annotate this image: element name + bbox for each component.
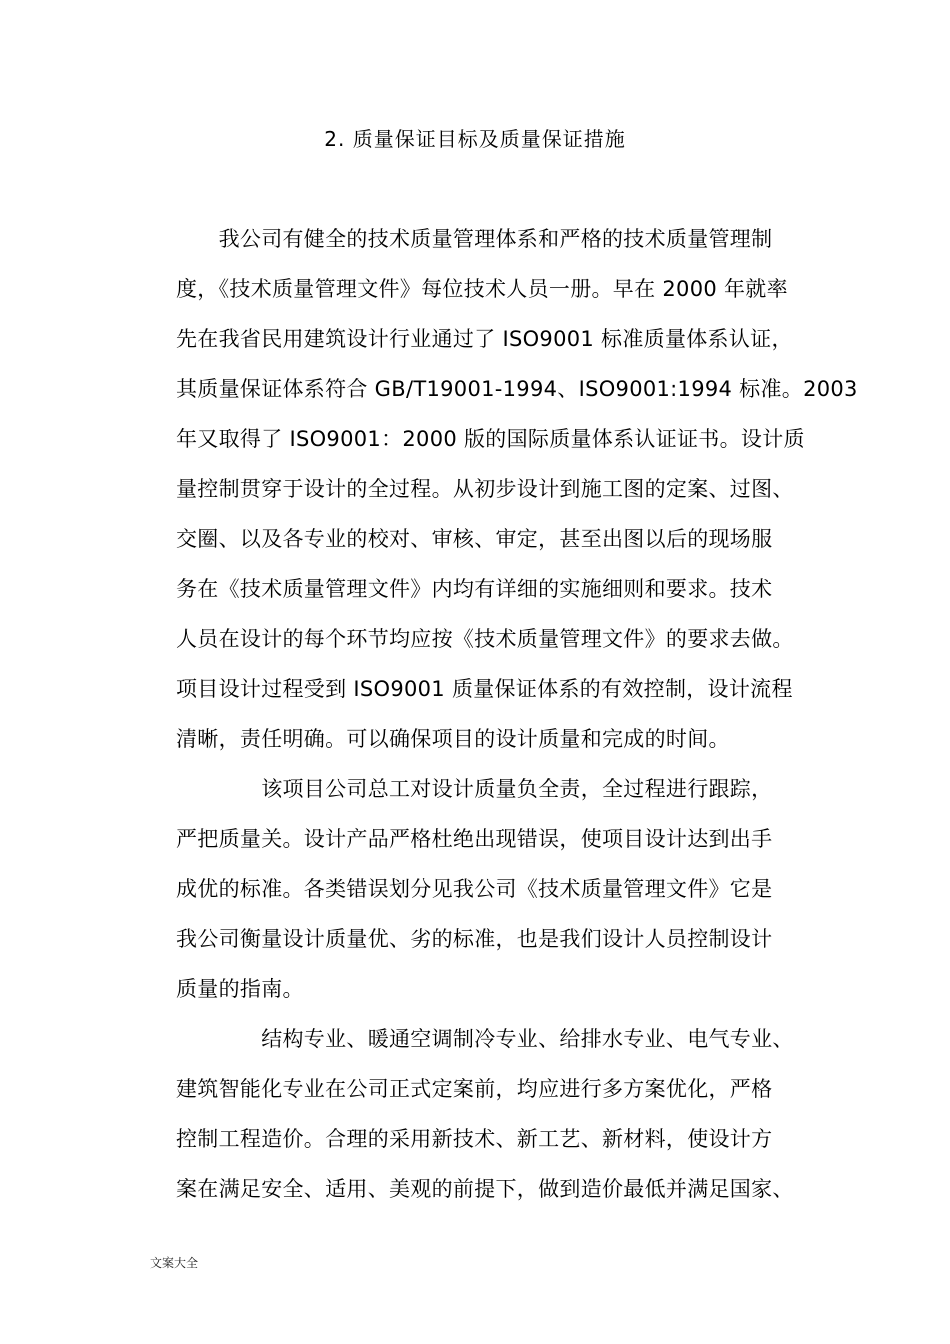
text-line: 量控制贯穿于设计的全过程。从初步设计到施工图的定案、过图、: [176, 477, 794, 501]
text-line: 严把质量关。设计产品严格杜绝出现错误，使项目设计达到出手: [176, 827, 773, 851]
text-line: 度，《技术质量管理文件》每位技术人员一册。早在 2000 年就率: [176, 277, 788, 301]
text-line: 其质量保证体系符合 GB/T19001-1994、ISO9001:1994 标准。2003: [176, 377, 858, 401]
text-line: 务在《技术质量管理文件》内均有详细的实施细则和要求。技术: [176, 577, 773, 601]
text-line: 清晰，责任明确。可以确保项目的设计质量和完成的时间。: [176, 727, 730, 751]
text-line: 案在满足安全、适用、美观的前提下，做到造价最低并满足国家、: [176, 1177, 794, 1201]
text-line: 建筑智能化专业在公司正式定案前，均应进行多方案优化，严格: [176, 1077, 773, 1101]
text-line: 我公司衡量设计质量优、劣的标准，也是我们设计人员控制设计: [176, 927, 773, 951]
text-line: 先在我省民用建筑设计行业通过了 ISO9001 标准质量体系认证，: [176, 327, 793, 351]
text-line: 人员在设计的每个环节均应按《技术质量管理文件》的要求去做。: [176, 627, 794, 651]
text-line: 年又取得了 ISO9001：2000 版的国际质量体系认证证书。设计质: [176, 427, 805, 451]
section-title: 2. 质量保证目标及质量保证措施: [324, 127, 626, 151]
footer-mark: 文案大全: [150, 1256, 199, 1270]
text-line: 项目设计过程受到 ISO9001 质量保证体系的有效控制，设计流程: [176, 677, 793, 701]
text-line: 成优的标准。各类错误划分见我公司《技术质量管理文件》它是: [176, 877, 773, 901]
text-line: 交圈、以及各专业的校对、审核、审定，甚至出图以后的现场服: [176, 527, 773, 551]
text-line: 该项目公司总工对设计质量负全责，全过程进行跟踪，: [176, 777, 773, 801]
text-line: 质量的指南。: [176, 977, 304, 1001]
text-line: 控制工程造价。合理的采用新技术、新工艺、新材料，使设计方: [176, 1127, 773, 1151]
text-line: 结构专业、暖通空调制冷专业、给排水专业、电气专业、: [176, 1027, 794, 1051]
text-line: 我公司有健全的技术质量管理体系和严格的技术质量管理制: [176, 227, 773, 251]
